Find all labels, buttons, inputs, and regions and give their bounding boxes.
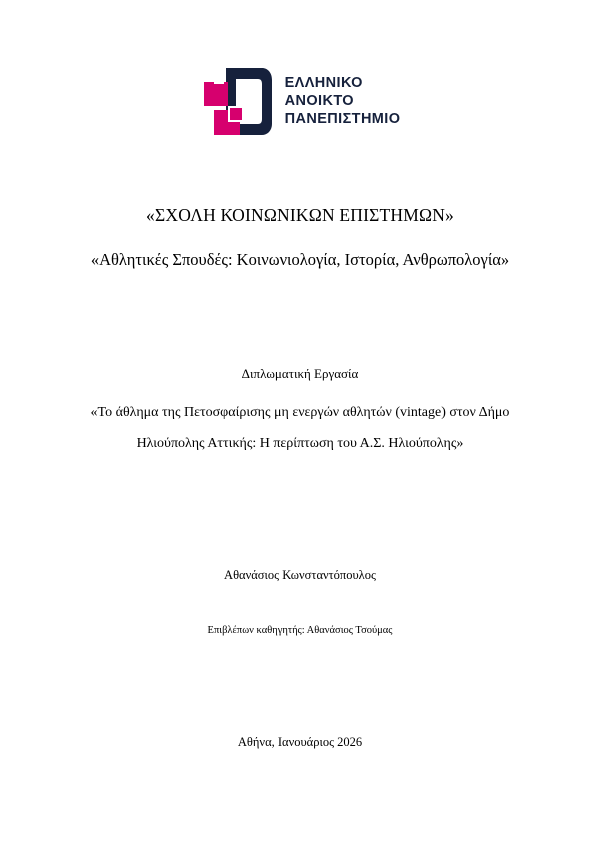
logo-line-1: ΕΛΛΗΝΙΚΟ	[284, 75, 363, 92]
institution-logo	[0, 66, 600, 138]
logo-line-2: ΑΝΟΙΚΤΟ	[284, 93, 354, 110]
thesis-title	[45, 398, 555, 460]
logo-wordmark	[285, 75, 401, 128]
thesis-title-line-1: «Το άθλημα της Πετοσφαίρισης μη ενεργών αθλητών (vintage) στον Δήμο	[90, 405, 510, 420]
thesis-type-label: Διπλωματική Εργασία	[241, 366, 359, 381]
logo-line-3: ΠΑΝΕΠΙΣΤΗΜΙΟ	[284, 110, 401, 127]
place-and-date: Αθήνα, Ιανουάριος 2026	[237, 735, 363, 749]
hou-logo-icon	[200, 66, 276, 138]
logo-inner	[200, 66, 401, 138]
programme-name: «Αθλητικές Σπουδές: Κοινωνιολογία, Ιστορία, Ανθρωπολογία»	[90, 250, 510, 269]
supervisor-name: Επιβλέπων καθηγητής: Αθανάσιος Τσούμας	[207, 625, 393, 636]
thesis-title-line-2: Ηλιούπολης Αττικής: Η περίπτωση του Α.Σ. Ηλιούπολης»	[136, 435, 464, 451]
faculty-name: «ΣΧΟΛΗ ΚΟΙΝΩΝΙΚΩΝ ΕΠΙΣΤΗΜΩΝ»	[146, 205, 454, 225]
author-name: Αθανάσιος Κωνσταντόπουλος	[224, 568, 376, 582]
